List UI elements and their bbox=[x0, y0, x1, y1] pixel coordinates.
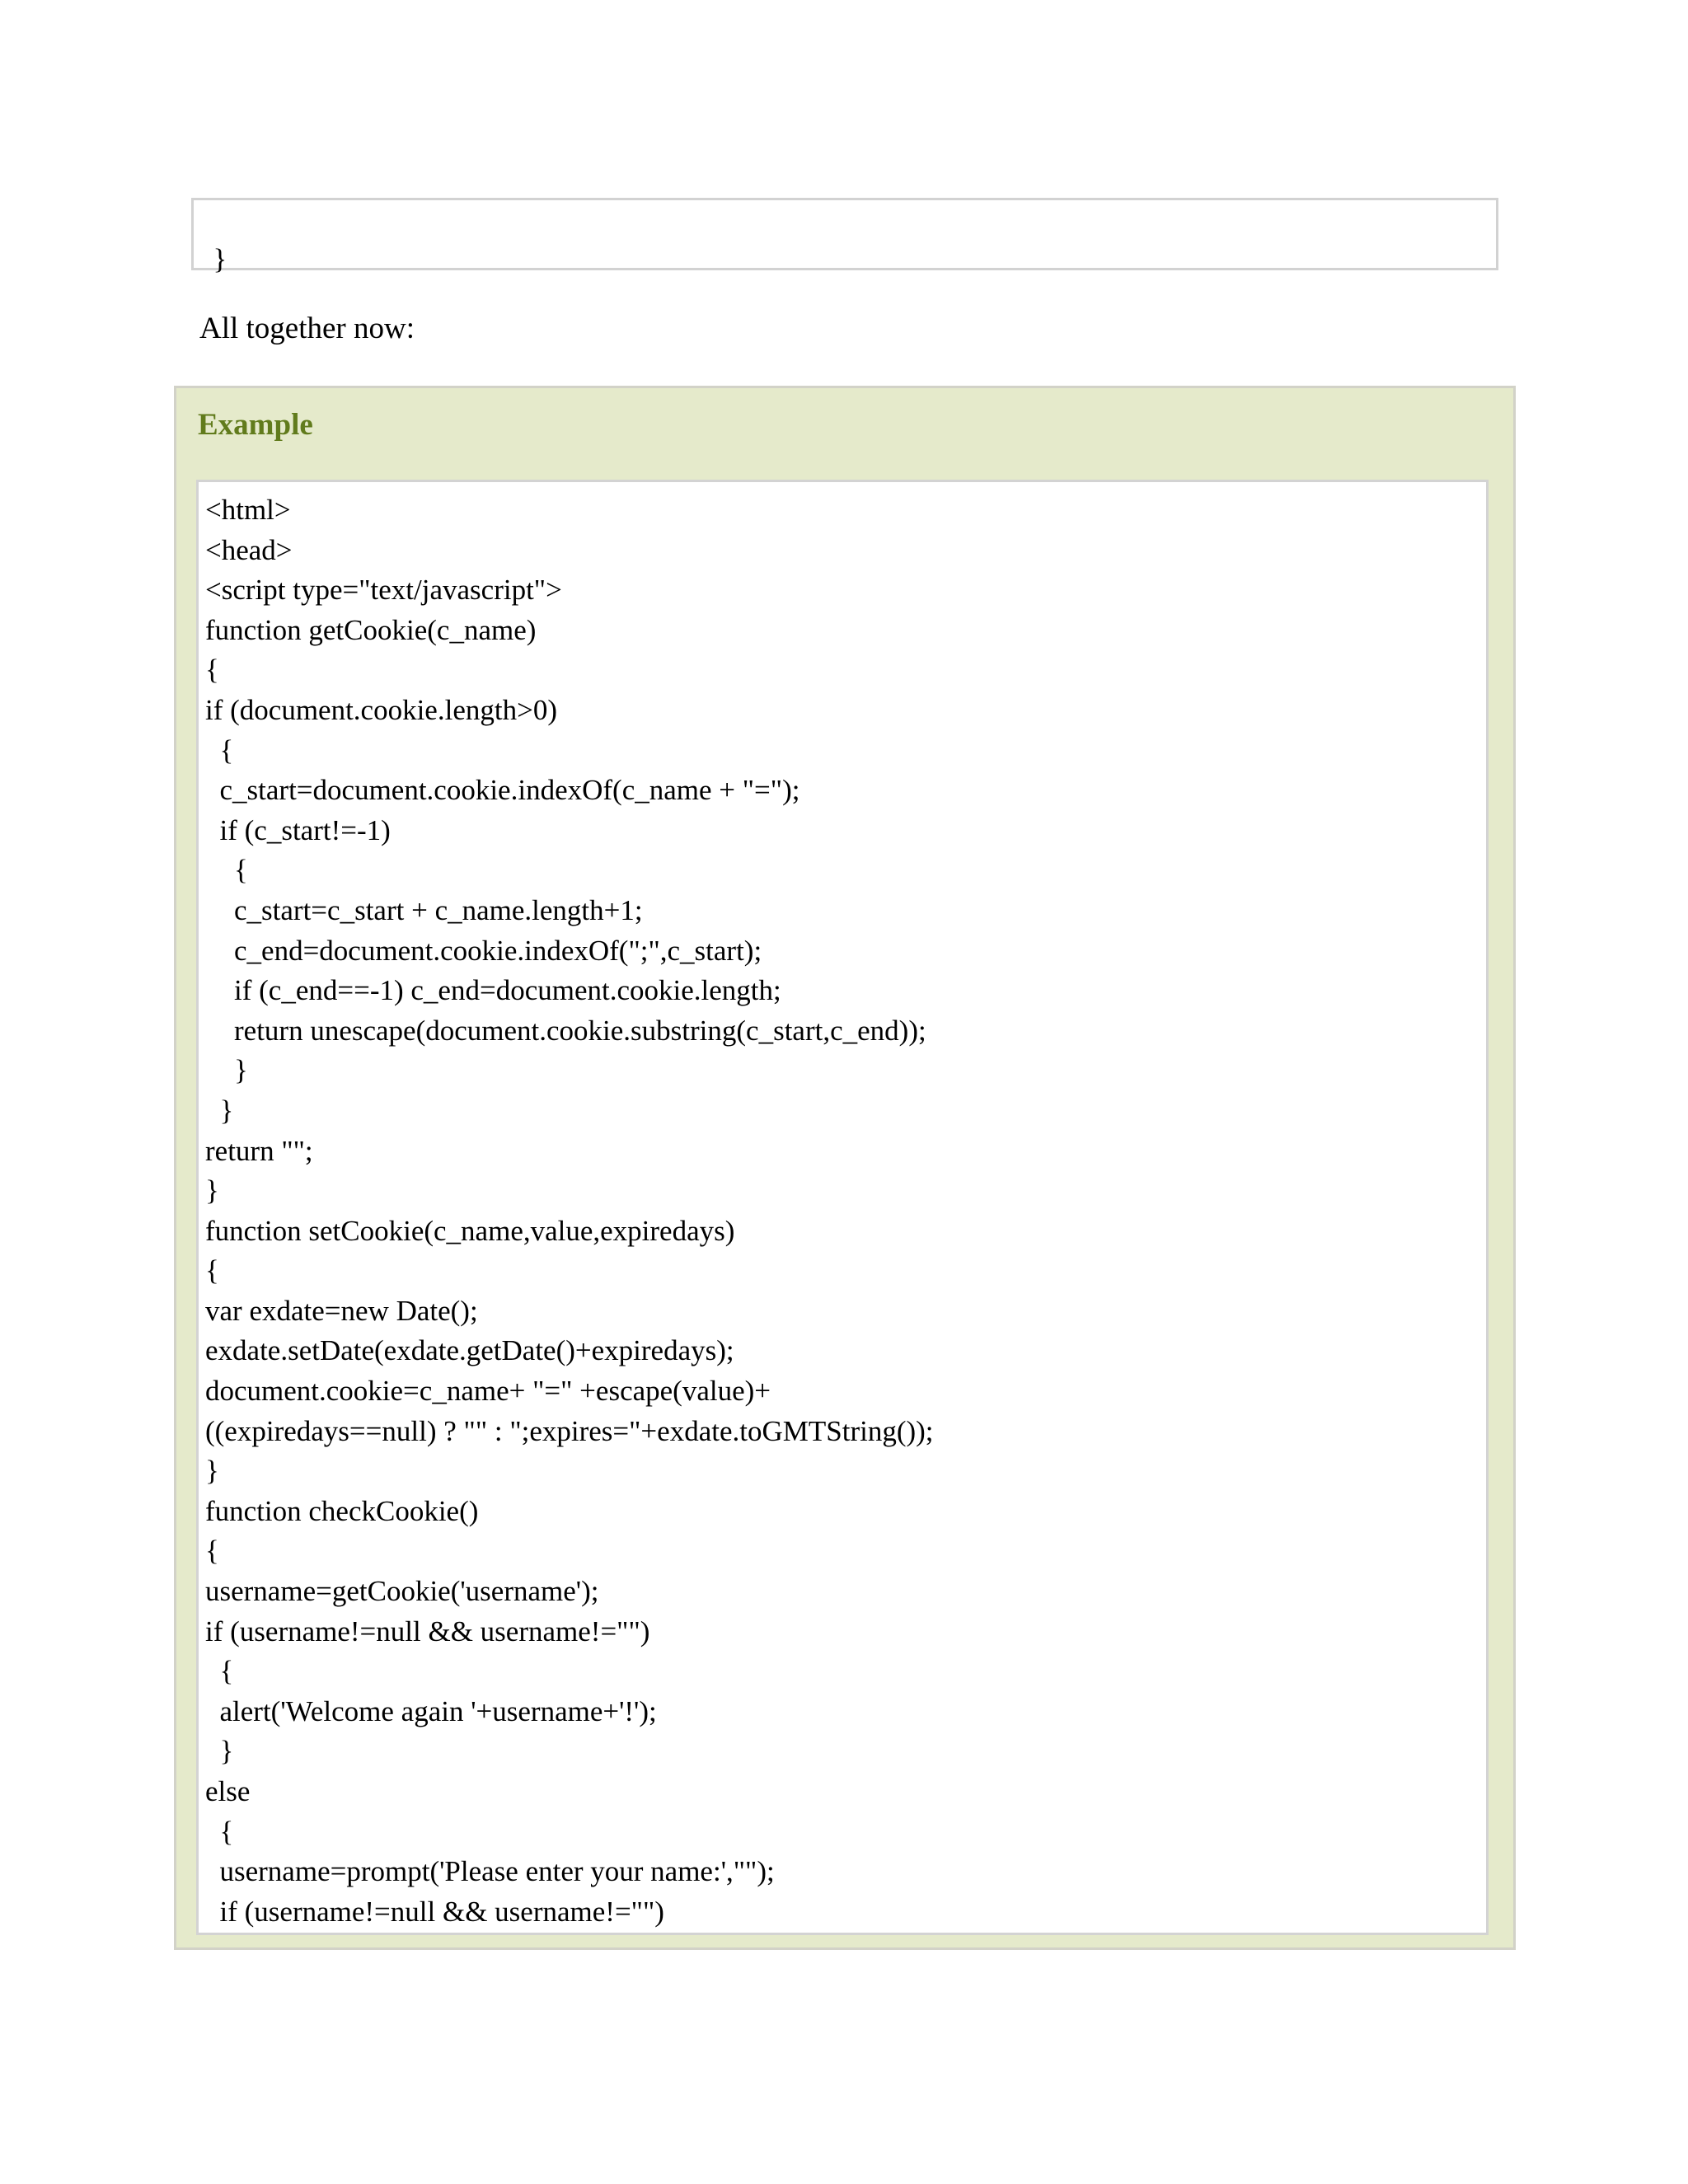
code-line: } bbox=[205, 1174, 219, 1207]
code-line: } bbox=[205, 1094, 234, 1127]
code-line: c_start=c_start + c_name.length+1; bbox=[205, 893, 643, 926]
code-line: if (c_start!=-1) bbox=[205, 813, 391, 846]
code-line: function getCookie(c_name) bbox=[205, 613, 537, 646]
code-line: } bbox=[205, 1735, 234, 1768]
code-line: { bbox=[205, 854, 248, 887]
code-line: function setCookie(c_name,value,expiredays) bbox=[205, 1214, 735, 1247]
example-title: Example bbox=[198, 408, 313, 442]
code-line: if (username!=null && username!="") bbox=[205, 1895, 664, 1928]
example-box bbox=[174, 386, 1516, 1950]
code-line: <html> bbox=[205, 494, 291, 526]
code-line: if (document.cookie.length>0) bbox=[205, 693, 557, 726]
code-line: return ""; bbox=[205, 1134, 313, 1167]
code-line: { bbox=[205, 1815, 234, 1848]
code-line: c_start=document.cookie.indexOf(c_name + "="); bbox=[205, 774, 800, 807]
code-line: username=getCookie('username'); bbox=[205, 1575, 599, 1608]
code-line: } bbox=[213, 243, 227, 275]
code-line: ((expiredays==null) ? "" : ";expires="+exdate.toGMTString()); bbox=[205, 1414, 934, 1447]
code-line: { bbox=[205, 1535, 219, 1568]
code-snippet-fragment bbox=[191, 198, 1498, 275]
code-line: } bbox=[205, 1455, 219, 1488]
code-line: username=prompt('Please enter your name:',""); bbox=[205, 1855, 775, 1888]
code-line: exdate.setDate(exdate.getDate()+expiredays); bbox=[205, 1334, 734, 1367]
code-line: <script type="text/javascript"> bbox=[205, 574, 562, 607]
code-line: document.cookie=c_name+ "=" +escape(value)+ bbox=[205, 1375, 771, 1408]
code-line: return unescape(document.cookie.substring(c_start,c_end)); bbox=[205, 1014, 926, 1047]
code-line: if (username!=null && username!="") bbox=[205, 1615, 650, 1647]
code-line: { bbox=[205, 654, 219, 687]
code-line: { bbox=[205, 1254, 219, 1287]
code-line: } bbox=[205, 1054, 248, 1087]
code-line: var exdate=new Date(); bbox=[205, 1294, 478, 1327]
code-line: c_end=document.cookie.indexOf(";",c_start); bbox=[205, 934, 762, 967]
example-code-block bbox=[196, 480, 1489, 1935]
code-line: { bbox=[205, 733, 234, 766]
code-line: { bbox=[205, 1655, 234, 1688]
code-line: alert('Welcome again '+username+'!'); bbox=[205, 1694, 657, 1727]
code-line: else bbox=[205, 1775, 251, 1807]
code-line: <head> bbox=[205, 533, 293, 566]
code-line: function checkCookie() bbox=[205, 1494, 479, 1527]
intro-paragraph: All together now: bbox=[199, 312, 415, 345]
code-line: if (c_end==-1) c_end=document.cookie.length; bbox=[205, 974, 781, 1007]
